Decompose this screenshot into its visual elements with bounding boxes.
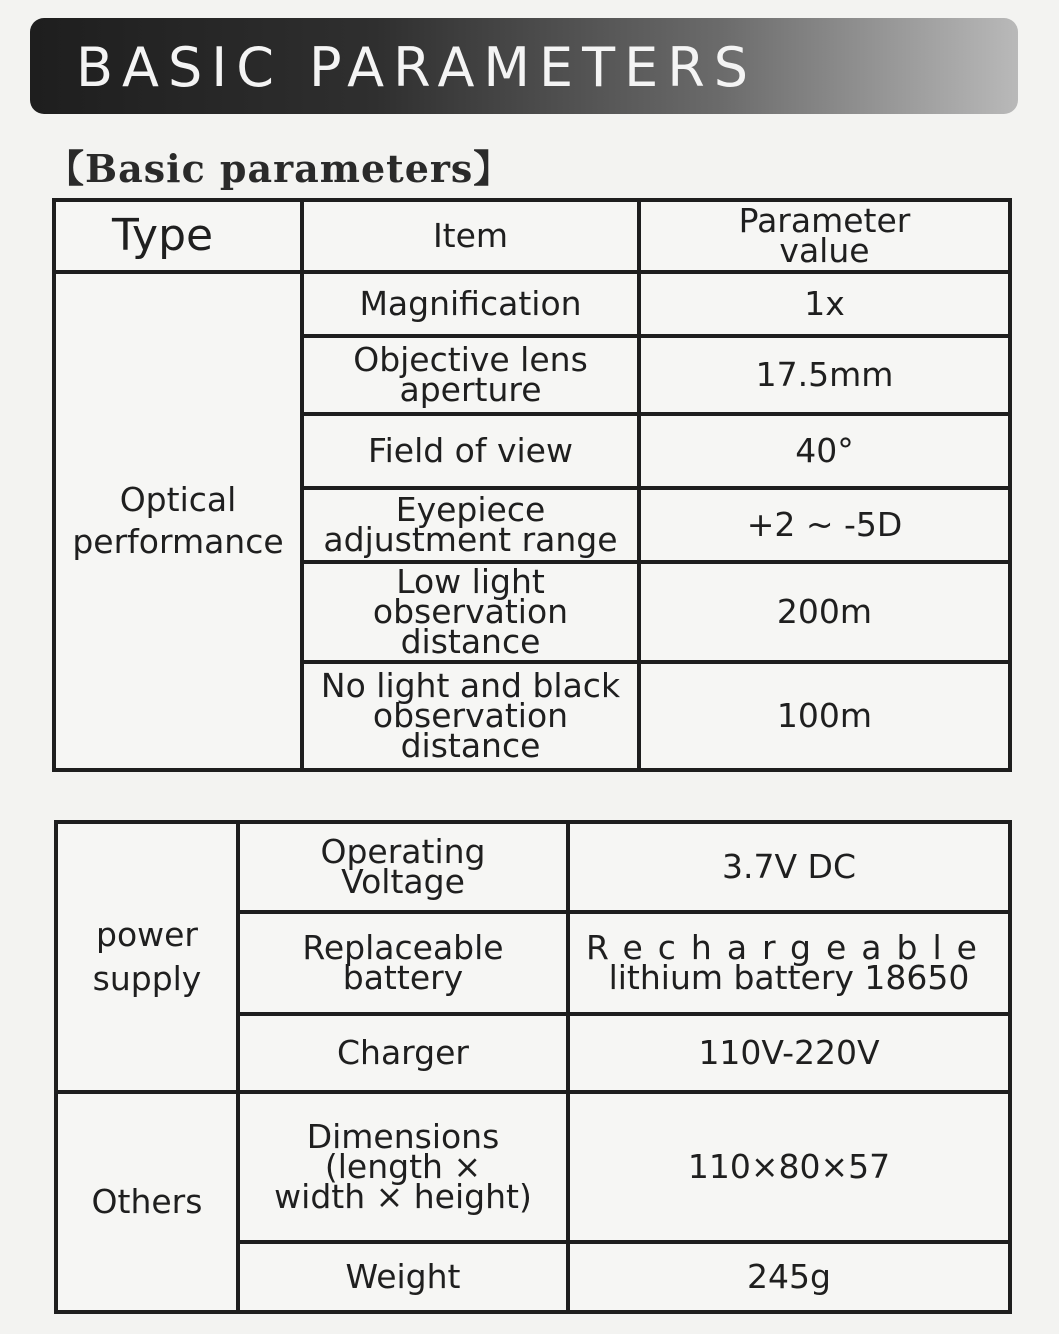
item-line: battery [342,958,464,997]
header-row [54,200,1010,272]
item-line: observation [372,592,569,631]
group-line2: supply [92,959,202,998]
value-cell [568,1014,1010,1092]
item-cell [302,272,639,336]
value-line: 110V-220V [698,1033,880,1072]
item-cell [238,1242,568,1312]
item-cell [238,912,568,1014]
value-cell [568,912,1010,1014]
value-line: 245g [747,1257,831,1296]
item-line: Field of view [368,431,573,470]
group-others: Others [56,1092,238,1312]
value-cell: 1x [639,272,1010,336]
section-banner [30,18,1018,114]
header-value [639,200,1010,272]
item-line: (length × [324,1147,482,1186]
optical-parameters-table [52,198,1012,772]
value-cell [568,822,1010,912]
table-row [54,272,1010,336]
value-line: 110×80×57 [687,1147,891,1186]
group-line1: Optical [119,480,237,519]
item-line: Weight [345,1257,461,1296]
subsection-title: 【Basic parameters】 [46,146,513,191]
item-cell [238,1014,568,1092]
group-line1: power [96,915,198,954]
header-item: Item [302,200,639,272]
item-line: distance [400,622,541,661]
banner-title: BASIC PARAMETERS [76,36,757,99]
item-cell [302,562,639,662]
value-line: Rechargeable [586,928,992,967]
power-and-others-table [54,820,1012,1314]
item-cell [302,414,639,488]
item-line: aperture [399,370,542,409]
item-line: distance [400,726,541,765]
item-line: adjustment range [323,520,618,559]
item-line: Charger [337,1033,469,1072]
group-optical-performance [54,272,302,770]
item-line: width × height) [274,1177,532,1216]
header-value-line1: Parameter [738,201,911,240]
group-power-supply [56,822,238,1092]
table-row [56,1092,1010,1242]
item-line: Magnification [359,284,582,323]
item-line: Voltage [341,862,465,901]
value-cell: 40° [639,414,1010,488]
header-type: Type [54,200,302,272]
value-cell: 200m [639,562,1010,662]
item-cell [302,336,639,414]
item-line: No light and black [320,666,621,705]
value-cell: 17.5mm [639,336,1010,414]
value-cell [568,1242,1010,1312]
item-cell [238,822,568,912]
value-cell [568,1092,1010,1242]
value-cell: +2 ~ -5D [639,488,1010,562]
group-line2: performance [72,522,284,561]
item-cell [302,662,639,770]
item-cell [238,1092,568,1242]
item-line: observation [372,696,569,735]
header-value-line2: value [779,231,870,270]
item-line: Objective lens [353,340,588,379]
item-line: Low light [396,562,545,601]
value-line: 3.7V DC [722,847,856,886]
value-cell: 100m [639,662,1010,770]
item-line: Replaceable [302,928,504,967]
item-line: Operating [320,832,486,871]
table-row [56,822,1010,912]
item-line: Eyepiece [395,490,546,529]
value-line: lithium battery 18650 [608,958,970,997]
item-cell [302,488,639,562]
item-line: Dimensions [306,1117,500,1156]
